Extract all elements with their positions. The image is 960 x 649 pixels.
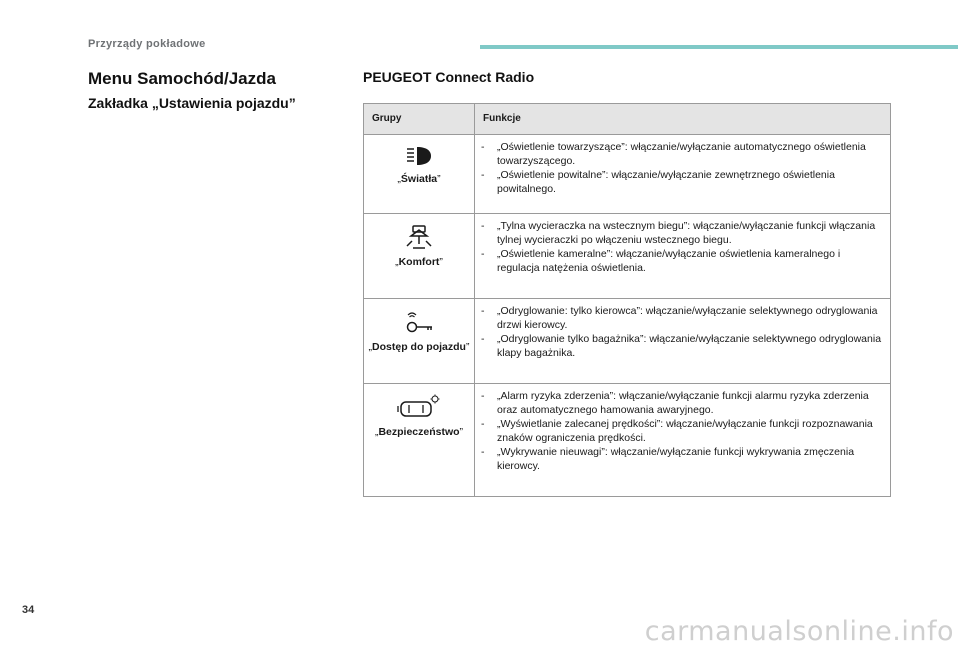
- table-row: [364, 135, 891, 214]
- settings-table: [363, 103, 891, 497]
- page-subtitle: Zakładka „Ustawienia pojazdu”: [88, 95, 296, 111]
- keyless-access-icon: [402, 309, 436, 335]
- section-label: Przyrządy pokładowe: [88, 38, 206, 50]
- header-groups: Grupy: [364, 104, 475, 135]
- functions-cell: [475, 135, 891, 214]
- safety-car-icon: [397, 394, 441, 420]
- functions-cell: [475, 384, 891, 497]
- function-item: - „Oświetlenie towarzyszące”: włączanie/wyłączanie automatycznego oświetlenia towarzyszącego.: [481, 141, 866, 167]
- group-label: „Dostęp do pojazdu”: [368, 341, 470, 353]
- ceiling-lamp-icon: [403, 224, 435, 250]
- functions-cell: [475, 299, 891, 384]
- page-title: Menu Samochód/Jazda: [88, 69, 276, 88]
- function-item: - „Wyświetlanie zalecanej prędkości”: włączanie/wyłączanie funkcji rozpoznawania znaków ograniczenia prędkości.: [481, 418, 873, 444]
- function-item: - „Oświetlenie powitalne”: włączanie/wyłączanie zewnętrznego oświetlenia powitalnego.: [481, 169, 835, 195]
- table-row: [364, 299, 891, 384]
- group-cell: [364, 135, 475, 214]
- watermark: carmanualsonline.info: [644, 616, 954, 647]
- function-item: - „Wykrywanie nieuwagi”: włączanie/wyłączanie funkcji wykrywania zmęczenia kierowcy.: [481, 446, 855, 472]
- table-row: [364, 214, 891, 299]
- function-item: - „Odryglowanie: tylko kierowca”: włączanie/wyłączanie selektywnego odryglowania drzwi kierowcy.: [481, 305, 878, 331]
- group-cell: [364, 384, 475, 497]
- table-header-row: [364, 104, 891, 135]
- headlight-icon: [403, 145, 435, 167]
- functions-cell: [475, 214, 891, 299]
- function-item: - „Tylna wycieraczka na wstecznym biegu”: włączanie/wyłączanie funkcji włączania tylnej wycieraczki po włączeniu wstecznego biegu.: [481, 220, 876, 246]
- group-cell: [364, 214, 475, 299]
- function-item: - „Alarm ryzyka zderzenia”: włączanie/wyłączanie funkcji alarmu ryzyka zderzenia oraz automatycznego hamowania awaryjnego.: [481, 390, 869, 416]
- group-label: „Bezpieczeństwo”: [374, 426, 464, 438]
- group-label: „Światła”: [397, 173, 441, 185]
- header-functions: Funkcje: [475, 104, 891, 135]
- table-row: [364, 384, 891, 497]
- group-cell: [364, 299, 475, 384]
- function-item: - „Odryglowanie tylko bagażnika”: włączanie/wyłączanie selektywnego odryglowania klapy bagażnika.: [481, 333, 882, 359]
- function-item: - „Oświetlenie kameralne”: włączanie/wyłączanie oświetlenia kameralnego i regulacja natężenia oświetlenia.: [481, 248, 841, 274]
- group-label: „Komfort”: [395, 256, 443, 268]
- header-accent-bar: [480, 45, 958, 49]
- section-title: PEUGEOT Connect Radio: [363, 69, 535, 85]
- page-number: 34: [22, 604, 35, 616]
